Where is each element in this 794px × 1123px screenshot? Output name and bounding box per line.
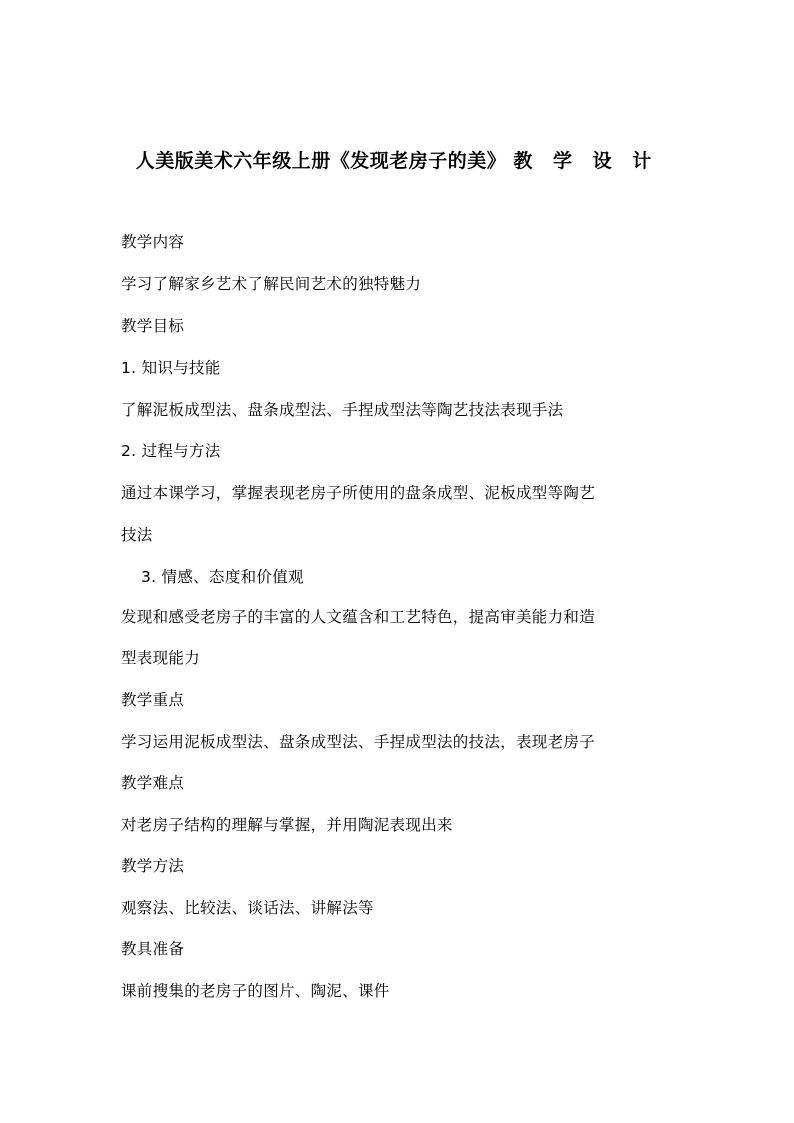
goal-3-heading: 3. 情感、态度和价值观: [141, 568, 304, 586]
goal-2-heading: 2. 过程与方法: [121, 442, 221, 460]
teaching-methods-text: 观察法、比较法、谈话法、讲解法等: [121, 899, 374, 917]
key-points-text: 学习运用泥板成型法、盘条成型法、手捏成型法的技法，表现老房子: [121, 733, 596, 751]
goal-3-text-line-1: 发现和感受老房子的丰富的人文蕴含和工艺特色，提高审美能力和造: [121, 608, 596, 626]
heading-teaching-methods: 教学方法: [121, 857, 185, 875]
document-title: [0, 146, 794, 173]
title-suffix: 教 学 设 计: [513, 150, 659, 172]
heading-key-points: 教学重点: [121, 691, 185, 709]
heading-teaching-goals: 教学目标: [121, 317, 185, 335]
goal-3-text-line-2: 型表现能力: [121, 649, 201, 667]
goal-2-text-line-1: 通过本课学习，掌握表现老房子所使用的盘条成型、泥板成型等陶艺: [121, 484, 596, 502]
title-main: 人美版美术六年级上册《发现老房子的美》: [135, 150, 507, 172]
heading-teaching-aids: 教具准备: [121, 940, 185, 958]
heading-teaching-content: 教学内容: [121, 233, 185, 251]
difficulties-text: 对老房子结构的理解与掌握，并用陶泥表现出来: [121, 816, 453, 834]
teaching-aids-text: 课前搜集的老房子的图片、陶泥、课件: [121, 982, 390, 1000]
goal-1-text: 了解泥板成型法、盘条成型法、手捏成型法等陶艺技法表现手法: [121, 401, 564, 419]
teaching-content-text: 学习了解家乡艺术了解民间艺术的独特魅力: [121, 275, 422, 293]
goal-1-heading: 1. 知识与技能: [121, 359, 221, 377]
heading-difficulties: 教学难点: [121, 774, 185, 792]
goal-2-text-line-2: 技法: [121, 526, 153, 544]
